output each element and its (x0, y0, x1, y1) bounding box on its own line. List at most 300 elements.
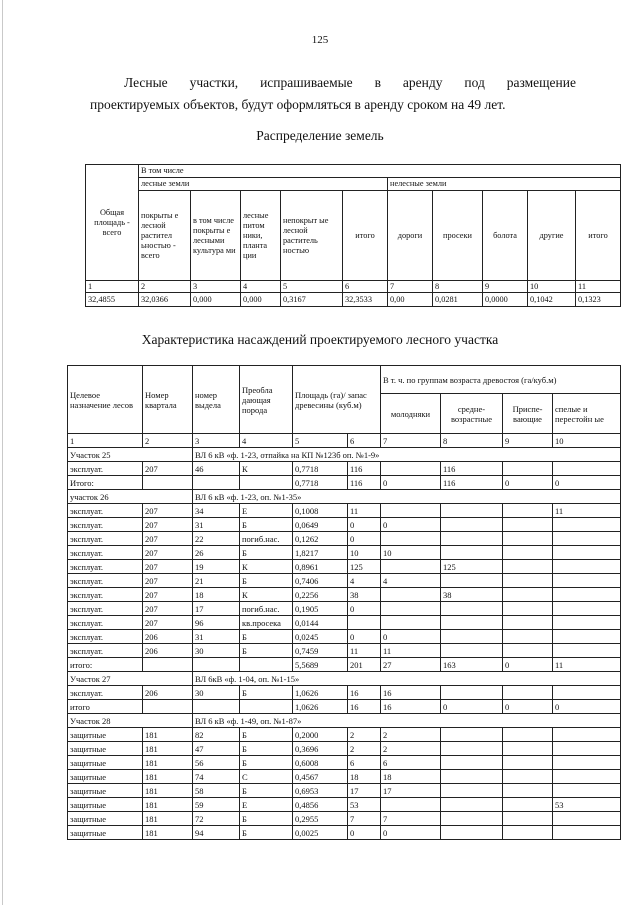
table-cell: защитные (68, 742, 143, 756)
t1-header-n3: болота (483, 191, 528, 281)
table-cell: 181 (143, 798, 193, 812)
table-cell: эксплуат. (68, 574, 143, 588)
table-cell (553, 630, 621, 644)
t1-value-cell: 32,3533 (343, 293, 388, 307)
table-cell: 0 (348, 630, 381, 644)
table-cell: 181 (143, 742, 193, 756)
table-cell: защитные (68, 728, 143, 742)
table-cell (503, 686, 553, 700)
t2-number-cell: 7 (381, 434, 441, 448)
table-cell (441, 756, 503, 770)
section-header-row (68, 714, 621, 728)
table-cell (503, 826, 553, 840)
t2-body (68, 434, 621, 840)
table-cell: 0 (348, 826, 381, 840)
table-cell: защитные (68, 784, 143, 798)
t1-header-f5: итого (343, 191, 388, 281)
table-cell: итого (68, 700, 143, 714)
table-cell: 2 (381, 728, 441, 742)
table-cell (240, 476, 293, 490)
table-cell: 206 (143, 686, 193, 700)
table-row (68, 784, 621, 798)
t2-header-mature: спелые и перестойн ые (553, 394, 621, 434)
table-cell (553, 518, 621, 532)
table-cell: 2 (381, 742, 441, 756)
table-cell: 0,0025 (293, 826, 348, 840)
table-cell: 72 (193, 812, 240, 826)
table-cell: 0 (381, 518, 441, 532)
table-cell: К (240, 462, 293, 476)
table-cell: 207 (143, 518, 193, 532)
page-number: 125 (311, 34, 329, 46)
t2-number-cell: 8 (441, 434, 503, 448)
table-cell (503, 644, 553, 658)
t1-value-cell: 0,000 (241, 293, 281, 307)
table-cell (240, 658, 293, 672)
table-cell (441, 546, 503, 560)
table-cell: защитные (68, 798, 143, 812)
t1-header-f3: лесные питом ники, планта ции (241, 191, 281, 281)
table-cell (381, 532, 441, 546)
table-cell (553, 462, 621, 476)
table-cell: Б (240, 812, 293, 826)
table-cell: 17 (193, 602, 240, 616)
table-cell (503, 784, 553, 798)
table-cell: Б (240, 546, 293, 560)
t2-header-species: Преобла дающая порода (240, 366, 293, 434)
table-cell: 207 (143, 588, 193, 602)
table-cell (441, 728, 503, 742)
table-cell: 207 (143, 574, 193, 588)
table-cell: 38 (441, 588, 503, 602)
table-cell: Е (240, 798, 293, 812)
table-cell: погиб.нас. (240, 532, 293, 546)
table-cell (441, 826, 503, 840)
t2-number-cell: 6 (348, 434, 381, 448)
table-cell: 11 (348, 504, 381, 518)
table-row (68, 812, 621, 826)
section-line-name: ВЛ 6 кВ «ф. 1-23, оп. №1-35» (193, 490, 621, 504)
table-cell: защитные (68, 826, 143, 840)
table-row (68, 588, 621, 602)
table-cell (143, 700, 193, 714)
section-header-row (68, 672, 621, 686)
table-cell: Б (240, 686, 293, 700)
section-label: участок 26 (68, 490, 193, 504)
table-cell (503, 742, 553, 756)
table-cell (503, 798, 553, 812)
t2-number-cell: 2 (143, 434, 193, 448)
table-cell (503, 532, 553, 546)
table-cell (553, 826, 621, 840)
table-cell: эксплуат. (68, 602, 143, 616)
table-cell (553, 532, 621, 546)
table-row (68, 602, 621, 616)
table-cell: 0 (503, 476, 553, 490)
table-cell: 34 (193, 504, 240, 518)
table-cell: 181 (143, 784, 193, 798)
table-cell: 31 (193, 518, 240, 532)
table-cell (503, 588, 553, 602)
t1-header-f2: в том числе покрыты е лесными культура ми (191, 191, 241, 281)
table-cell: Б (240, 518, 293, 532)
table-cell: 16 (381, 700, 441, 714)
table-cell: Б (240, 742, 293, 756)
table-cell (553, 812, 621, 826)
t1-number-cell: 9 (483, 281, 528, 293)
table-cell (503, 462, 553, 476)
table-row (68, 700, 621, 714)
table-cell (503, 728, 553, 742)
table-cell (240, 700, 293, 714)
t2-header-area: Площадь (га)/ запас древесины (куб.м) (293, 366, 381, 434)
table-cell: 207 (143, 504, 193, 518)
t2-number-row (68, 434, 621, 448)
table-cell (441, 630, 503, 644)
table-cell: 11 (381, 644, 441, 658)
table-cell (143, 658, 193, 672)
table-cell: К (240, 588, 293, 602)
table-cell: 18 (381, 770, 441, 784)
table-cell: 0 (381, 826, 441, 840)
table-cell: 6 (381, 756, 441, 770)
table-cell: 11 (553, 504, 621, 518)
table-cell: 0,4856 (293, 798, 348, 812)
t1-header-n2: просеки (433, 191, 483, 281)
table-cell: кв.просека (240, 616, 293, 630)
table-cell: 0 (381, 476, 441, 490)
table-cell: 207 (143, 546, 193, 560)
table-cell (553, 728, 621, 742)
table-cell: 0,0144 (293, 616, 348, 630)
table-cell: 59 (193, 798, 240, 812)
t2-number-cell: 5 (293, 434, 348, 448)
table-cell (553, 602, 621, 616)
table-cell: защитные (68, 812, 143, 826)
table-cell: 181 (143, 826, 193, 840)
table-cell (381, 798, 441, 812)
table-cell: защитные (68, 756, 143, 770)
table-cell: 0,3696 (293, 742, 348, 756)
table-cell (441, 602, 503, 616)
table-row (68, 756, 621, 770)
table-cell (441, 770, 503, 784)
table-cell (441, 532, 503, 546)
table-cell: 17 (381, 784, 441, 798)
table-cell: 11 (553, 658, 621, 672)
table-cell: 0,2000 (293, 728, 348, 742)
table-cell: 0,8961 (293, 560, 348, 574)
table-cell: 207 (143, 532, 193, 546)
table-cell: Итого: (68, 476, 143, 490)
table-cell: 22 (193, 532, 240, 546)
table-cell (553, 686, 621, 700)
t1-header-n4: другие (528, 191, 576, 281)
t2-number-cell: 3 (193, 434, 240, 448)
table-cell: эксплуат. (68, 686, 143, 700)
table-cell (441, 798, 503, 812)
table-cell (503, 504, 553, 518)
plantation-table (67, 365, 621, 840)
table-cell: 2 (348, 728, 381, 742)
table-cell: 0 (503, 700, 553, 714)
table-cell: 206 (143, 630, 193, 644)
table-cell (441, 644, 503, 658)
land-distribution-table (85, 164, 621, 307)
table-cell: 207 (143, 602, 193, 616)
table-cell: 21 (193, 574, 240, 588)
table-cell: 0,7718 (293, 476, 348, 490)
table-cell: 31 (193, 630, 240, 644)
table-cell (503, 546, 553, 560)
table-cell: 125 (441, 560, 503, 574)
table-cell: 82 (193, 728, 240, 742)
table-cell: 116 (441, 476, 503, 490)
table-cell: 7 (381, 812, 441, 826)
table-cell: 0,2955 (293, 812, 348, 826)
t2-header-middle: средне-возрастные (441, 394, 503, 434)
table-cell: 0,6953 (293, 784, 348, 798)
table-cell: эксплуат. (68, 462, 143, 476)
t1-number-cell: 4 (241, 281, 281, 293)
table-cell: 30 (193, 686, 240, 700)
table-cell: 125 (348, 560, 381, 574)
table-cell: 1,8217 (293, 546, 348, 560)
table-cell: 6 (348, 756, 381, 770)
table-cell: 10 (348, 546, 381, 560)
table-cell (441, 742, 503, 756)
table-cell: 4 (348, 574, 381, 588)
t1-value-cell: 0,1323 (576, 293, 621, 307)
t1-header-n1: дороги (388, 191, 433, 281)
table-cell (193, 700, 240, 714)
table-cell (381, 560, 441, 574)
table-cell: эксплуат. (68, 532, 143, 546)
table-row (68, 546, 621, 560)
table-cell: 16 (381, 686, 441, 700)
table-cell (193, 476, 240, 490)
table-cell (503, 630, 553, 644)
t2-header-purpose: Целевое назначение лесов (68, 366, 143, 434)
table-cell: 0,7459 (293, 644, 348, 658)
table-cell (553, 770, 621, 784)
table-cell: Б (240, 728, 293, 742)
intro-line-2: проектируемых объектов, будут оформляться в аренду сроком на 49 лет. (90, 97, 506, 112)
table-row (68, 728, 621, 742)
table-cell: Б (240, 756, 293, 770)
t1-value-cell: 32,4855 (86, 293, 139, 307)
table-row (68, 518, 621, 532)
table-cell: 0 (441, 700, 503, 714)
table-cell: 201 (348, 658, 381, 672)
table-cell: 18 (193, 588, 240, 602)
t2-number-cell: 1 (68, 434, 143, 448)
table-cell (441, 518, 503, 532)
table-row (68, 616, 621, 630)
table-cell (143, 476, 193, 490)
t1-header-total: Общая площадь - всего (86, 165, 139, 281)
table-row (68, 532, 621, 546)
section-label: Участок 27 (68, 672, 193, 686)
t2-number-cell: 10 (553, 434, 621, 448)
table-cell: защитные (68, 770, 143, 784)
table-cell: 0 (553, 476, 621, 490)
table-cell (381, 504, 441, 518)
table-cell: 2 (348, 742, 381, 756)
table-cell: 0 (348, 532, 381, 546)
table-cell (441, 616, 503, 630)
table-cell: 58 (193, 784, 240, 798)
table-cell (381, 462, 441, 476)
table-cell: 116 (348, 476, 381, 490)
t1-header-f4: непокрыт ые лесной раститель ностью (281, 191, 343, 281)
table-cell (441, 504, 503, 518)
table-cell (503, 574, 553, 588)
section-line-name: ВЛ 6 кВ «ф. 1-49, оп. №1-87» (193, 714, 621, 728)
section-label: Участок 28 (68, 714, 193, 728)
t1-header-nonforest: нелесные земли (388, 178, 621, 191)
t1-number-cell: 10 (528, 281, 576, 293)
section-header-row (68, 490, 621, 504)
table1-title: Распределение земель (256, 128, 384, 143)
table-cell: эксплуат. (68, 518, 143, 532)
table-cell: Б (240, 644, 293, 658)
table-row (68, 574, 621, 588)
table-cell: 46 (193, 462, 240, 476)
table-cell (503, 602, 553, 616)
table-row (68, 798, 621, 812)
t2-header-maturing: Приспе-вающие (503, 394, 553, 434)
table-cell (441, 686, 503, 700)
table-cell: эксплуат. (68, 630, 143, 644)
table-cell (441, 784, 503, 798)
table-cell (503, 770, 553, 784)
table-cell: 0,0245 (293, 630, 348, 644)
t1-value-cell: 0,00 (388, 293, 433, 307)
table-cell: 7 (348, 812, 381, 826)
table-cell: 207 (143, 616, 193, 630)
table-cell: 17 (348, 784, 381, 798)
table-cell: 181 (143, 756, 193, 770)
table-cell: 0,2256 (293, 588, 348, 602)
table-cell (553, 574, 621, 588)
table-cell: 181 (143, 728, 193, 742)
table-cell: 47 (193, 742, 240, 756)
t2-header-section: номер выдела (193, 366, 240, 434)
table-cell: 0,1008 (293, 504, 348, 518)
table-cell: 163 (441, 658, 503, 672)
table-cell: Б (240, 826, 293, 840)
t1-header-f1: покрыты е лесной растител ьностью - всего (139, 191, 191, 281)
t2-number-cell: 4 (240, 434, 293, 448)
section-line-name: ВЛ 6 кВ «ф. 1-23, отпайка на КП №123б оп. №1-9» (193, 448, 621, 462)
table-cell: эксплуат. (68, 546, 143, 560)
intro-paragraph (90, 72, 576, 116)
table-cell (441, 574, 503, 588)
table-row (68, 644, 621, 658)
t1-value-row (86, 293, 621, 307)
table-cell: итого: (68, 658, 143, 672)
table-cell (381, 616, 441, 630)
table-cell: 94 (193, 826, 240, 840)
table-cell: 0,7718 (293, 462, 348, 476)
table-row (68, 462, 621, 476)
table-cell (503, 518, 553, 532)
t1-header-including: В том числе (139, 165, 621, 178)
table-cell: 0 (348, 518, 381, 532)
table-cell: 0 (381, 630, 441, 644)
table-cell (553, 560, 621, 574)
table-cell: 0,0649 (293, 518, 348, 532)
table-cell: Б (240, 574, 293, 588)
table-cell: 206 (143, 644, 193, 658)
table-cell: 0,6008 (293, 756, 348, 770)
t1-number-cell: 8 (433, 281, 483, 293)
table-cell: Б (240, 784, 293, 798)
t1-number-cell: 2 (139, 281, 191, 293)
table-cell: К (240, 560, 293, 574)
table-cell: 1,0626 (293, 686, 348, 700)
table-cell: эксплуат. (68, 588, 143, 602)
t2-header-quarter: Номер квартала (143, 366, 193, 434)
t1-number-cell: 11 (576, 281, 621, 293)
table-cell: Е (240, 504, 293, 518)
section-header-row (68, 448, 621, 462)
table-cell: 53 (348, 798, 381, 812)
table-cell (348, 616, 381, 630)
t2-number-cell: 9 (503, 434, 553, 448)
table2-title: Характеристика насаждений проектируемого лесного участка (141, 332, 499, 347)
table-cell: 10 (381, 546, 441, 560)
table-cell: 11 (348, 644, 381, 658)
table-cell (441, 812, 503, 826)
table-cell: 18 (348, 770, 381, 784)
table-cell: 0 (348, 602, 381, 616)
table-cell (553, 756, 621, 770)
table-cell: 56 (193, 756, 240, 770)
table-cell: 181 (143, 770, 193, 784)
table-cell: погиб.нас. (240, 602, 293, 616)
table-row (68, 476, 621, 490)
t1-value-cell: 0,3167 (281, 293, 343, 307)
table-row (68, 630, 621, 644)
table-cell (381, 602, 441, 616)
t1-number-cell: 5 (281, 281, 343, 293)
t1-value-cell: 0,0000 (483, 293, 528, 307)
table-cell: Б (240, 630, 293, 644)
table-cell: 16 (348, 700, 381, 714)
table-cell: 5,5689 (293, 658, 348, 672)
table-cell: эксплуат. (68, 644, 143, 658)
table-cell: 0,1905 (293, 602, 348, 616)
table-cell (553, 588, 621, 602)
table-cell: 207 (143, 560, 193, 574)
table-cell: 30 (193, 644, 240, 658)
table-cell: эксплуат. (68, 560, 143, 574)
table-cell (503, 616, 553, 630)
table-cell: 19 (193, 560, 240, 574)
t1-number-cell: 1 (86, 281, 139, 293)
table-cell (503, 756, 553, 770)
table-cell: 96 (193, 616, 240, 630)
table-cell: С (240, 770, 293, 784)
table-cell: 0 (503, 658, 553, 672)
table-cell: 38 (348, 588, 381, 602)
table-cell (503, 812, 553, 826)
t1-number-row (86, 281, 621, 293)
table-cell: 207 (143, 462, 193, 476)
t1-value-cell: 0,1042 (528, 293, 576, 307)
